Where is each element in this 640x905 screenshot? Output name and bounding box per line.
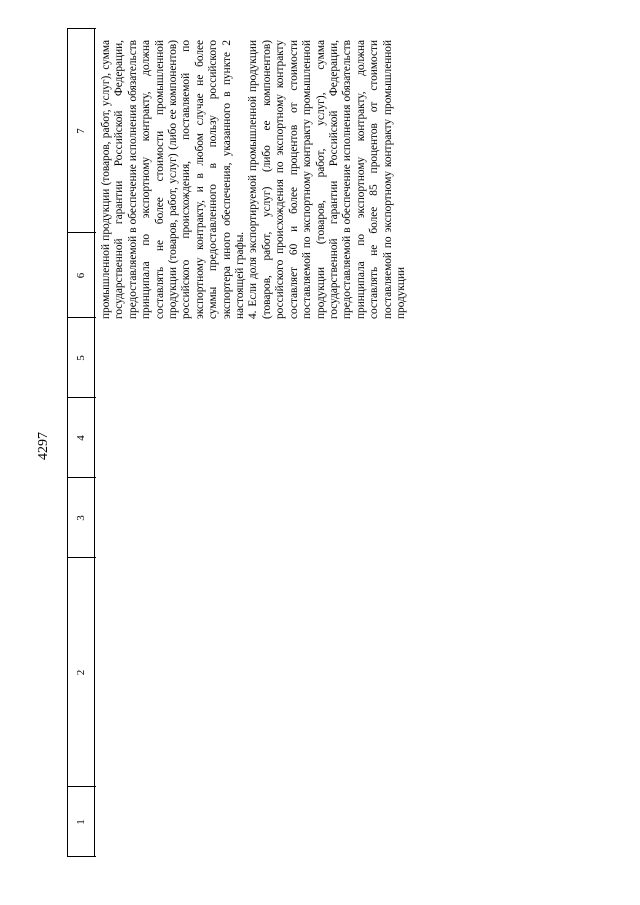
table-header-row <box>67 28 95 857</box>
page-number: 4297 <box>36 432 51 460</box>
col-7-paragraph: промышленной продукции (товаров, работ, услуг), сумма государственной гарантии Российской Федерации, предоставляемой в обеспечение исполнения обязательств принципала по экспортному контракту, должна составлять не более стоимости промышленной продукции (товаров, работ, услуг) (либо ее компонентов) российского происхождения, поставляемой по экспортному контракту, и в любом случае не более суммы предоставленного в пользу российского экспортера иного обеспечения, указанного в пункте 2 настоящей графы. <box>100 40 247 319</box>
table-border-right <box>68 28 96 29</box>
header-col-2: 2 <box>75 669 87 676</box>
header-col-6: 6 <box>75 272 87 279</box>
header-col-1: 1 <box>75 819 87 825</box>
rotated-table-region <box>67 28 570 857</box>
col-7-paragraph: 4. Если доля экспортируемой промышленной продукции (товаров, работ, услуг) (либо ее компонентов) российского происхождения по экспортному контракту составляет 60 и более процентов от стоимости поставляемой по экспортному контракту промышленной продукции (товаров, работ, услуг), сумма государственной гарантии Российской Федерации, предоставляемой в обеспечение исполнения обязательств принципала по экспортному контракту, должна составлять не более 85 процентов от стоимости поставляемой по экспортному контракту промышленной продукции <box>247 40 407 319</box>
landscape-table <box>67 28 570 857</box>
header-col-3: 3 <box>75 515 87 521</box>
header-col-7: 7 <box>75 128 87 134</box>
header-col-4: 4 <box>75 435 87 441</box>
header-col-5: 5 <box>75 355 87 361</box>
col-7-content <box>100 40 408 319</box>
